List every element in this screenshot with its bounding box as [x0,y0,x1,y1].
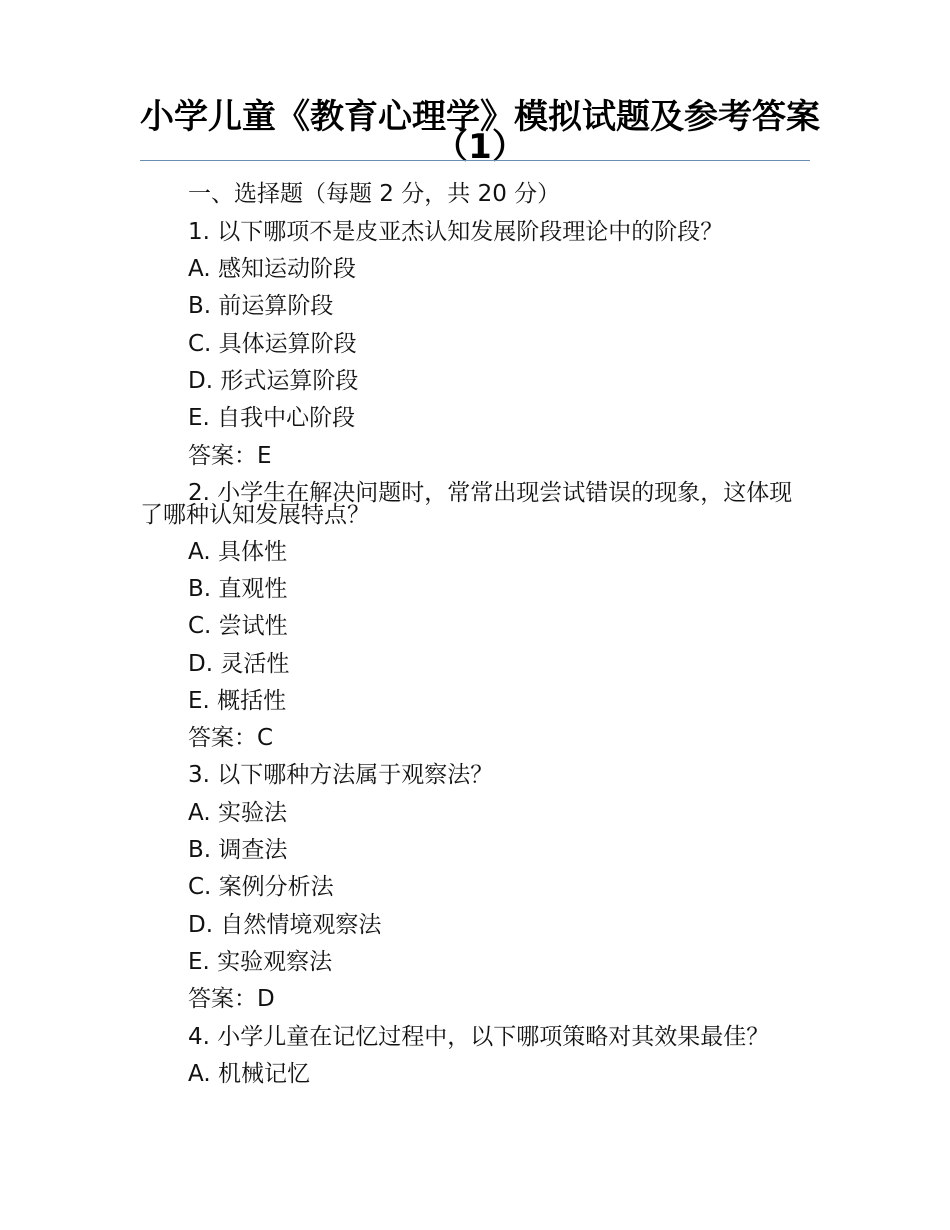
question-3-option-e: E. 实验观察法 [188,949,333,975]
question-4-stem: 4. 小学儿童在记忆过程中，以下哪项策略对其效果最佳？ [188,1024,770,1050]
question-2-option-c: C. 尝试性 [188,613,288,639]
title-divider [140,160,810,161]
question-2-option-a: A. 具体性 [188,539,287,565]
question-3-answer: 答案：D [188,986,275,1012]
question-1-option-e: E. 自我中心阶段 [188,405,356,431]
question-3-option-a: A. 实验法 [188,800,287,826]
question-2-option-b: B. 直观性 [188,576,288,602]
question-2-stem: 2. 小学生在解决问题时，常常出现尝试错误的现象，这体现了哪种认知发展特点？ [140,480,793,528]
question-1-option-c: C. 具体运算阶段 [188,331,357,357]
question-3-option-d: D. 自然情境观察法 [188,912,382,938]
question-1-stem: 1. 以下哪项不是皮亚杰认知发展阶段理论中的阶段？ [188,219,724,245]
question-1-option-d: D. 形式运算阶段 [188,368,359,394]
document-title: 小学儿童《教育心理学》模拟试题及参考答案（1） [140,97,820,167]
question-3-stem: 3. 以下哪种方法属于观察法？ [188,762,494,788]
question-4-option-a: A. 机械记忆 [188,1061,310,1087]
question-1-option-a: A. 感知运动阶段 [188,256,356,282]
question-3-option-b: B. 调查法 [188,837,288,863]
question-1-option-b: B. 前运算阶段 [188,293,334,319]
question-1-answer: 答案：E [188,443,272,469]
question-2-answer: 答案：C [188,725,274,751]
question-2-option-e: E. 概括性 [188,688,287,714]
section-heading: 一、选择题（每题 2 分，共 20 分） [188,181,561,207]
question-3-option-c: C. 案例分析法 [188,874,334,900]
question-2-option-d: D. 灵活性 [188,651,290,677]
